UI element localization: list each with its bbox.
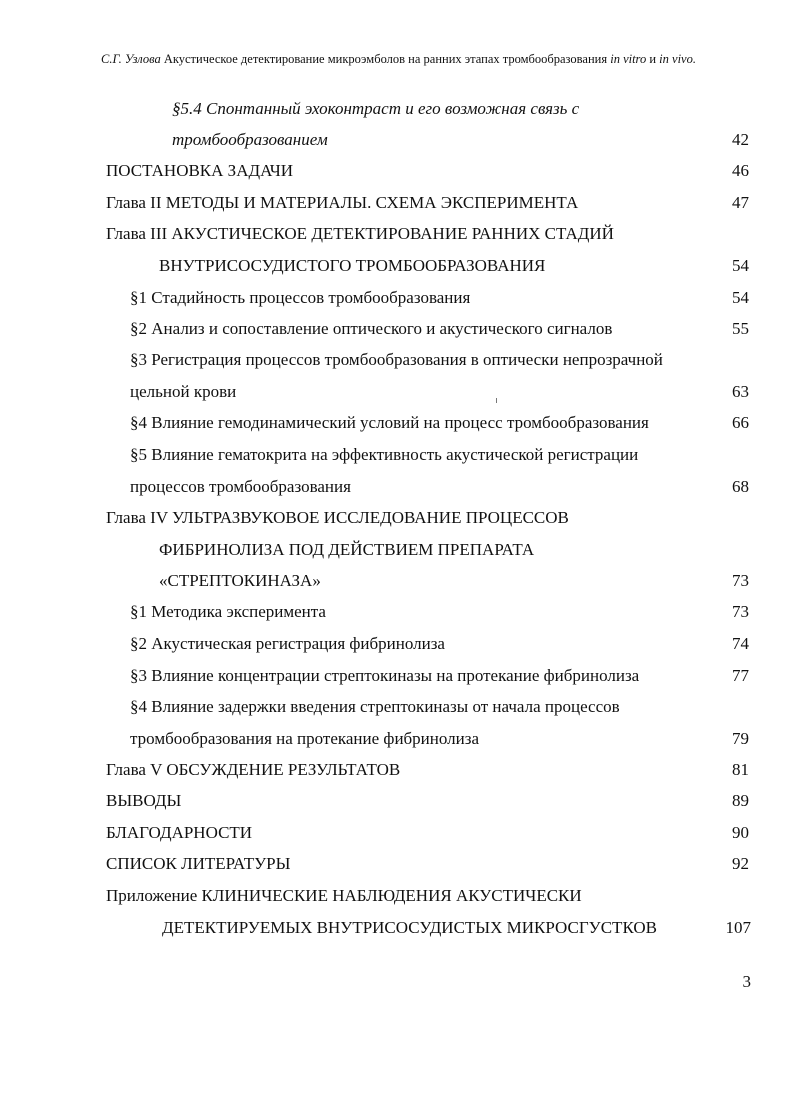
toc-entry-chapter-4-line1: Глава IV УЛЬТРАЗВУКОВОЕ ИССЛЕДОВАНИЕ ПРОЦЕССОВ <box>106 508 569 527</box>
toc-page-4-4: 79 <box>732 729 749 748</box>
toc-page-chapter-2: 47 <box>732 193 749 212</box>
running-header <box>0 52 797 67</box>
toc-entry-chapter-3-line1: Глава III АКУСТИЧЕСКОЕ ДЕТЕКТИРОВАНИЕ РАННИХ СТАДИЙ <box>106 224 614 243</box>
toc-page-3-4: 66 <box>732 413 749 432</box>
toc-entry-5-4-line2: тромбообразованием <box>172 130 328 149</box>
scan-speck <box>496 398 497 403</box>
toc-entry-3-2: §2 Анализ и сопоставление оптического и акустического сигналов <box>130 319 613 338</box>
page-number: 3 <box>742 972 751 991</box>
toc-entry-5-4-line1: §5.4 Спонтанный эхоконтраст и его возможная связь с <box>172 99 580 118</box>
header-and: и <box>649 52 657 66</box>
header-in-vivo: in vivo. <box>659 52 696 66</box>
toc-page-5-4: 42 <box>732 130 749 149</box>
toc-page-problem: 46 <box>732 161 749 180</box>
toc-entry-references: СПИСОК ЛИТЕРАТУРЫ <box>106 854 291 873</box>
toc-entry-chapter-5: Глава V ОБСУЖДЕНИЕ РЕЗУЛЬТАТОВ <box>106 760 401 779</box>
header-title: Акустическое детектирование микроэмболов на ранних этапах тромбообразования <box>163 52 608 66</box>
toc-entry-4-3: §3 Влияние концентрации стрептокиназы на протекание фибринолиза <box>130 666 640 685</box>
toc-page-chapter-4: 73 <box>732 571 749 590</box>
toc-entry-acknowledgements: БЛАГОДАРНОСТИ <box>106 823 253 842</box>
header-author: С.Г. Узлова <box>101 52 161 66</box>
toc-entry-3-3-line1: §3 Регистрация процессов тромбообразования в оптически непрозрачной <box>130 350 663 369</box>
header-in-vitro: in vitro <box>610 52 647 66</box>
toc-page-appendix: 107 <box>725 918 751 937</box>
toc-entry-4-2: §2 Акустическая регистрация фибринолиза <box>130 634 445 653</box>
toc-entry-problem: ПОСТАНОВКА ЗАДАЧИ <box>106 161 294 180</box>
toc-page-chapter-5: 81 <box>732 760 749 779</box>
toc-entry-chapter-4-line2: ФИБРИНОЛИЗА ПОД ДЕЙСТВИЕМ ПРЕПАРАТА <box>159 540 535 559</box>
toc-entry-chapter-4-line3: «СТРЕПТОКИНАЗА» <box>159 571 321 590</box>
toc-page-3-2: 55 <box>732 319 749 338</box>
toc-page-acknowledgements: 90 <box>732 823 749 842</box>
toc-entry-4-4-line1: §4 Влияние задержки введения стрептокиназы от начала процессов <box>130 697 620 716</box>
toc-entry-4-4-line2: тромбообразования на протекание фибринолиза <box>130 729 479 748</box>
toc-entry-appendix-line1: Приложение КЛИНИЧЕСКИЕ НАБЛЮДЕНИЯ АКУСТИЧЕСКИ <box>106 886 582 905</box>
toc-entry-3-4: §4 Влияние гемодинамический условий на процесс тромбообразования <box>130 413 649 432</box>
toc-page-4-1: 73 <box>732 602 749 621</box>
toc-page-3-5: 68 <box>732 477 749 496</box>
toc-entry-3-5-line2: процессов тромбообразования <box>130 477 351 496</box>
toc-entry-chapter-3-line2: ВНУТРИСОСУДИСТОГО ТРОМБООБРАЗОВАНИЯ <box>159 256 546 275</box>
toc-page-references: 92 <box>732 854 749 873</box>
toc-entry-appendix-line2: ДЕТЕКТИРУЕМЫХ ВНУТРИСОСУДИСТЫХ МИКРОСГУСТКОВ <box>162 918 657 937</box>
toc-page-4-2: 74 <box>732 634 749 653</box>
toc-entry-3-1: §1 Стадийность процессов тромбообразования <box>130 288 471 307</box>
toc-entry-4-1: §1 Методика эксперимента <box>130 602 326 621</box>
toc-page-3-3: 63 <box>732 382 749 401</box>
toc-page-3-1: 54 <box>732 288 749 307</box>
toc-page-chapter-3: 54 <box>732 256 749 275</box>
toc-entry-3-5-line1: §5 Влияние гематокрита на эффективность акустической регистрации <box>130 445 639 464</box>
toc-page-conclusions: 89 <box>732 791 749 810</box>
toc-entry-chapter-2: Глава II МЕТОДЫ И МАТЕРИАЛЫ. СХЕМА ЭКСПЕРИМЕНТА <box>106 193 579 212</box>
toc-page-4-3: 77 <box>732 666 749 685</box>
toc-entry-conclusions: ВЫВОДЫ <box>106 791 182 810</box>
toc-entry-3-3-line2: цельной крови <box>130 382 237 401</box>
